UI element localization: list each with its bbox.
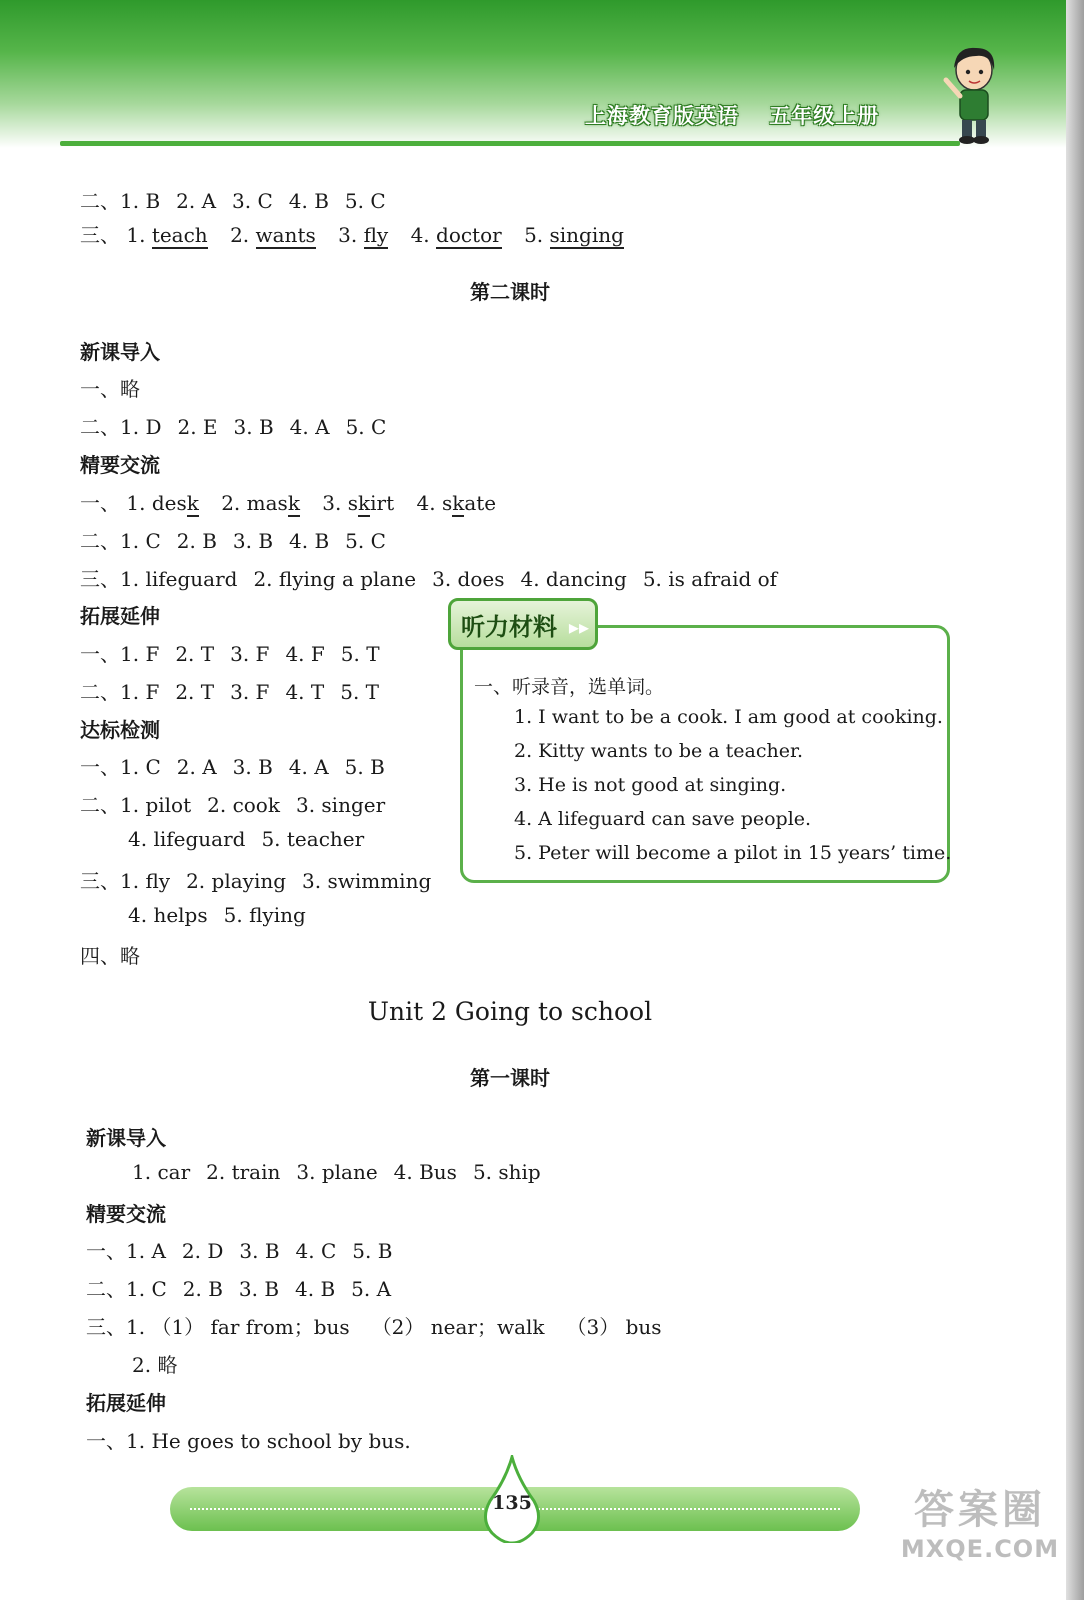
mascot-boy-illustration xyxy=(940,40,1010,145)
publisher-label: 上海教育版英语 xyxy=(585,104,739,128)
answer-line: 二、1. B 2. A 3. C 4. B 5. C xyxy=(80,189,386,213)
answer-line: 二、1. C 2. B 3. B 4. B 5. C xyxy=(80,529,386,553)
answer-line: 一、 1. desk 2. mask 3. skirt 4. skate xyxy=(80,491,497,515)
answer-line: 二、1. C 2. B 3. B 4. B 5. A xyxy=(86,1277,392,1301)
header-divider xyxy=(60,141,960,146)
chevron-right-icon: ▸▸ xyxy=(568,615,589,639)
answer-line: 2. 略 xyxy=(132,1353,178,1377)
answer-line: 三、1. fly 2. playing 3. swimming xyxy=(80,869,432,893)
page-edge-shadow xyxy=(1066,0,1084,1600)
section-heading: 精要交流 xyxy=(86,1202,166,1226)
listening-title: 听力材料 xyxy=(461,613,557,641)
listening-line: 5. Peter will become a pilot in 15 years’ time. xyxy=(514,842,952,864)
listening-line: 4. A lifeguard can save people. xyxy=(514,808,812,830)
answer-line: 一、1. A 2. D 3. B 4. C 5. B xyxy=(86,1239,393,1263)
section-heading: 拓展延伸 xyxy=(80,604,160,628)
answer-line: 4. helps 5. flying xyxy=(128,903,306,927)
answer-line: 三、1. lifeguard 2. flying a plane 3. does 4. dancing 5. is afraid of xyxy=(80,567,778,591)
watermark xyxy=(900,1478,1060,1563)
listening-material-tab xyxy=(448,598,598,650)
section-heading: 拓展延伸 xyxy=(86,1391,166,1415)
listening-line: 1. I want to be a cook. I am good at cooking. xyxy=(514,706,943,728)
listening-intro: 一、听录音，选单词。 xyxy=(474,676,665,698)
answer-line: 三、1. （1） far from；bus （2） near；walk （3） bus xyxy=(86,1315,662,1339)
watermark-logo-text: 答案圈 xyxy=(914,1487,1046,1533)
section-heading: 新课导入 xyxy=(80,340,160,364)
answer-line: 4. lifeguard 5. teacher xyxy=(128,827,365,851)
lesson-title: 第二课时 xyxy=(470,280,550,304)
answer-line: 二、1. pilot 2. cook 3. singer xyxy=(80,793,386,817)
answer-line: 二、1. F 2. T 3. F 4. T 5. T xyxy=(80,680,379,704)
answer-line: 四、略 xyxy=(80,944,140,968)
watermark-url: MXQE.COM xyxy=(900,1535,1060,1563)
answer-line: 一、略 xyxy=(80,377,140,401)
listening-line: 2. Kitty wants to be a teacher. xyxy=(514,740,804,762)
section-heading: 达标检测 xyxy=(80,718,160,742)
header-band xyxy=(0,0,1066,148)
unit-title: Unit 2 Going to school xyxy=(367,997,653,1026)
grade-label: 五年级上册 xyxy=(769,104,880,128)
answer-line: 1. car 2. train 3. plane 4. Bus 5. ship xyxy=(132,1160,541,1184)
answer-line: 一、1. He goes to school by bus. xyxy=(86,1429,411,1453)
listening-line: 3. He is not good at singing. xyxy=(514,774,787,796)
section-heading: 新课导入 xyxy=(86,1126,166,1150)
lesson-title: 第一课时 xyxy=(470,1066,550,1090)
header-title xyxy=(585,100,901,130)
answer-line: 二、1. D 2. E 3. B 4. A 5. C xyxy=(80,415,387,439)
answer-line: 一、1. C 2. A 3. B 4. A 5. B xyxy=(80,755,385,779)
answer-line: 三、 1. teach 2. wants 3. fly 4. doctor 5. singing xyxy=(80,223,624,247)
answer-line: 一、1. F 2. T 3. F 4. F 5. T xyxy=(80,642,380,666)
page-number: 135 xyxy=(492,1492,532,1514)
section-heading: 精要交流 xyxy=(80,453,160,477)
